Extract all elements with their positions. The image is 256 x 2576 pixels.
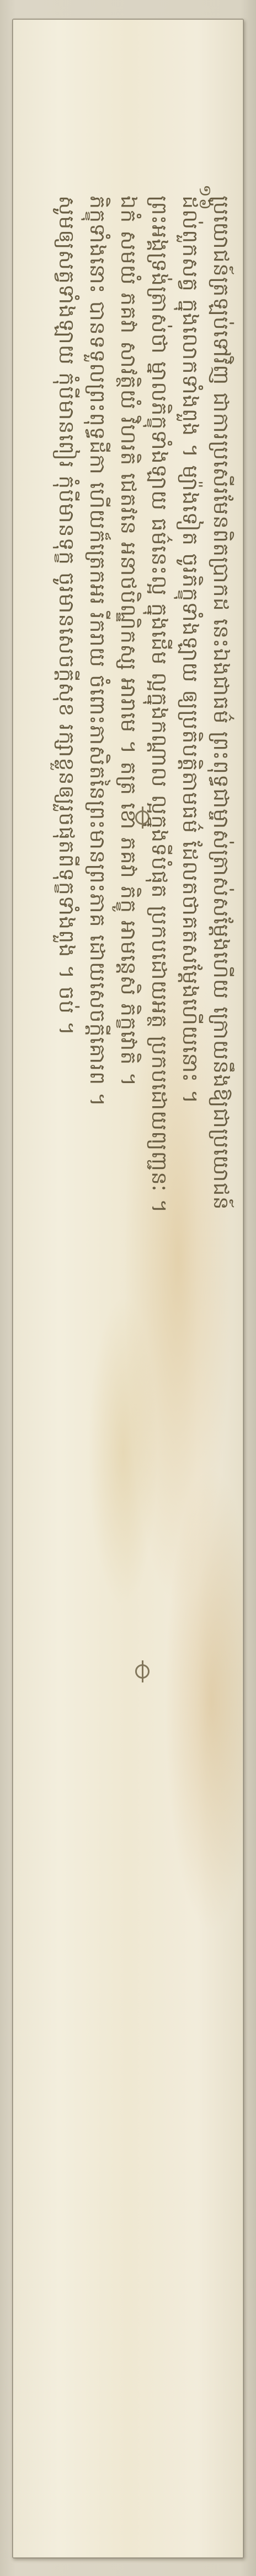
- manuscript-line-text: ភិក្ខុទាំងនោះ បានទទួលព្រះពុទ្ធដីកា ហើយក៏ត្រេកអរ រីករាយ ចំពោះភាសិតនៃព្រះមានព្រះភាគ ដោយសេចក្តីគោរព ។: [86, 196, 110, 1107]
- string-hole-mark: [135, 1664, 150, 1679]
- manuscript-line-5: [84, 196, 117, 2542]
- manuscript-line-text: ដល់ពួកសត្វ ក្នុងលោកទាំងពួង ។ ម្យ៉ាងទៀត ចូរភិក្ខុទាំងឡាយ ឲ្យប្រតិបត្តិតាមធម៌ ដែលតថាគតសម្តែងហើយនោះ ។: [178, 196, 202, 1105]
- string-hole-mark: [135, 810, 150, 825]
- manuscript-line-1: [207, 196, 241, 2542]
- manuscript-line-6: [53, 196, 86, 2542]
- manuscript-line-2: [177, 196, 210, 2542]
- manuscript-line-4: [115, 196, 148, 2542]
- manuscript-line-3: [146, 196, 179, 2542]
- manuscript-line-text: សូមឲ្យសត្វទាំងឡាយ កុំបីមានពៀរ កុំបីមានទុក្ខ ចូរមានសេចក្តីសុខ រក្សាខ្លួនឲ្យរួចផុតពីទុក្ខទាំងពួង ។ ចប់ ។: [55, 196, 79, 1036]
- palm-leaf-manuscript: [12, 19, 244, 2558]
- manuscript-line-text: ព្រះអង្គទ្រង់ត្រាស់ថា ម្នាលភិក្ខុទាំងឡាយ ធម៌នេះល្អ ក្នុងដើម ល្អក្នុងកណ្តាល ល្អក្នុងទីបំផុត ប្រកបដោយអត្ថ ប្រកបដោយព្យញ្ជនៈ ។: [147, 196, 172, 1214]
- page-number: ១៦: [195, 185, 215, 211]
- manuscript-line-text: ប្រយោជន៍ត្រឡប់ទៅវិញ ជាការប្រសើរមែនពិតប្រាកដ នេះឯងជាធម៌ ព្រះពុទ្ធជាម្ចាស់ត្រាស់សម្តែងហើយ ក្រោយនឹងឱ្យជាប្រយោជន៍: [209, 196, 233, 1210]
- manuscript-line-text: ឯកំ សមយំ ភគវា សាវត្ថិយំ វិហរតិ ជេតវនេ អនាថបិណ្ឌិកស្ស អារាមេ ។ តត្រ ខោ ភគវា ភិក្ខូ អាមន្តេសិ ភិក្ខវោតិ ។: [116, 196, 141, 1087]
